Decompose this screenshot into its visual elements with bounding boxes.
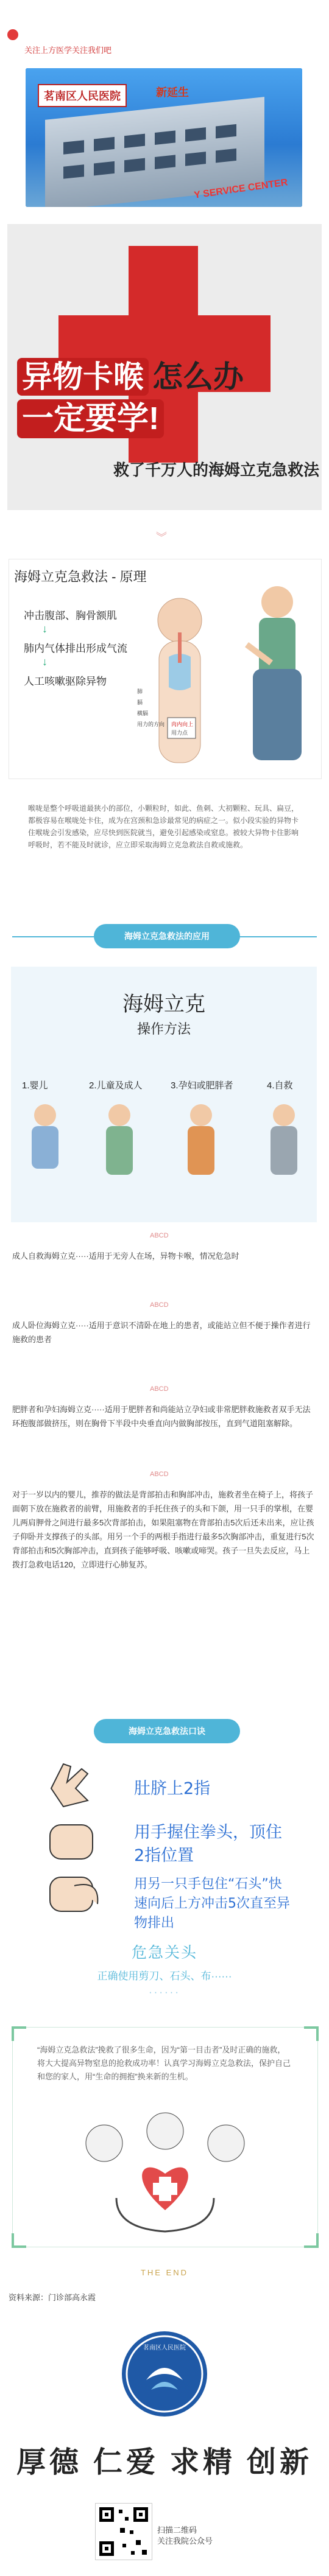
- ops-subtitle: 操作方法: [136, 1021, 191, 1037]
- section-header-application: 海姆立克急救法的应用: [94, 924, 240, 948]
- intro-paragraph: 喉咙是整个呼吸道最狭小的部位，小颗粒时，如此、鱼刺、大初颗粒、玩具、扁豆，都极容易在喉咙处卡住，成为在宫颈和急诊最常见的病症之一。似小段实验的异物卡住喉咙会引发感染，应尽快到医院就当，避免引起感染或窒息。被较大异物卡住影响呼吸时，若不能及时就诊，应立即采取海姆立克急救法自救或施救。: [28, 804, 299, 849]
- danger-line1: 正确使用剪刀、石头、布······: [97, 1970, 232, 1982]
- hand-icons: [39, 1758, 112, 1922]
- operation-methods-card: [11, 967, 317, 1222]
- closing-card: [12, 2027, 318, 2247]
- principle-title: 海姆立克急救法 - 原理: [14, 569, 147, 584]
- anatomy-label: 肉内向上: [171, 721, 194, 727]
- principle-step: 人工咳嗽驱除异物: [24, 676, 107, 687]
- qr-code[interactable]: [95, 2503, 152, 2560]
- banner-title-red: 异物卡喉: [17, 358, 149, 396]
- hand-gesture-illustrations: [39, 1754, 295, 1931]
- method-paragraph: 肥胖者和孕妇海姆立克·····适用于肥胖者和尚能站立孕妇或非常肥胖救施救者双手无法环抱腹部做挤压，则在胸骨下半段中央垂直向内做胸部按压，直到气道阻塞解除。: [12, 1405, 311, 1428]
- qr-caption-line: 关注我院公众号: [157, 2536, 213, 2546]
- anatomy-label: 用力点: [171, 730, 188, 736]
- banner-subtitle: 救了千万人的海姆立克急救法: [113, 461, 320, 479]
- header-dot: [7, 29, 18, 40]
- ops-option: 1.婴儿: [22, 1080, 48, 1091]
- hospital-emblem: [122, 2331, 207, 2417]
- principle-step: 冲击腹部、胸骨额肌: [24, 610, 117, 621]
- self-rescue-figure: [253, 1097, 314, 1182]
- ops-option: 3.孕妇或肥胖者: [171, 1080, 233, 1091]
- medical-hands-illustration: [80, 2107, 250, 2235]
- section-marker: ABCD: [150, 1471, 169, 1478]
- method-paragraph: 成人卧位海姆立克·····适用于意识不清卧在地上的患者，或能站立但不便于操作者进行施救的患者: [12, 1321, 311, 1344]
- method-paragraph: 成人自救海姆立克·····适用于无旁人在场，异物卡喉，情况危急时: [12, 1251, 239, 1261]
- anatomy-label: 膈: [137, 699, 143, 705]
- infant-figure: [15, 1097, 76, 1182]
- rescuer-illustration: [228, 578, 314, 772]
- qr-caption: [157, 2525, 213, 2547]
- hospital-logo-text: 茗南区人民医院: [38, 84, 127, 107]
- anatomy-label: 肺: [137, 688, 143, 695]
- mnemonic-line: 肚脐上2指: [134, 1779, 211, 1798]
- mnemonic-line: 用手握住拳头，顶住2指位置: [134, 1823, 282, 1865]
- banner-title-line2: 一定要学!: [17, 399, 164, 438]
- qr-caption-line: 扫描二维码: [157, 2525, 197, 2535]
- building-sign: Y SERVICE CENTER: [193, 177, 289, 201]
- closing-paragraph: “海姆立克急救法”挽救了很多生命，因为“第一目击者”及时正确的施救，将大大提高异物窒息的抢救成功率！认真学习海姆立克急救法，保护自己和您的家人，用“生命的拥抱”换来新的生机。: [37, 2045, 291, 2081]
- emblem-text: 茗南区人民医院: [143, 2345, 186, 2351]
- banner-title-suffix: 怎么办: [152, 360, 244, 394]
- section-marker: ABCD: [150, 1232, 169, 1239]
- chevron-down-icon: ︾: [156, 531, 167, 544]
- hospital-badge-text: 新延生: [156, 86, 189, 99]
- method-paragraph: 对于一岁以内的婴儿，推荐的做法是背部拍击和胸部冲击，施救者坐在椅子上，将孩子面朝下放在施救者的前臂，用施救者的手托住孩子的头和下颌，用一只手的掌根，在婴儿两肩胛骨之间进行最多5次背部拍击，如果阻塞物在背部拍击5次后还未出来，应让孩子仰卧并支撑孩子的头部。用另一个手的两根手指进行最多5次胸部冲击，重复进行5次背部拍击和5次胸部冲击，直到孩子能够呼吸、咳嗽或啼哭。孩子一旦失去反应，马上拨打急救电话120，立即进行心肺复苏。: [12, 1490, 314, 1569]
- principle-card: [9, 559, 322, 779]
- ops-title: 海姆立克: [122, 993, 205, 1016]
- anatomy-label: 用力的方向: [137, 721, 165, 727]
- hospital-motto: 厚德 仁爱 求精 创新: [16, 2446, 313, 2479]
- pregnant-figure: [171, 1097, 232, 1182]
- mnemonic-line: 用另一只手包住“石头”快速向后上方冲击5次直至异物排出: [134, 1877, 290, 1931]
- arrow-down-icon: ↓: [42, 623, 48, 635]
- ops-option: 2.儿童及成人: [89, 1080, 143, 1091]
- danger-block: [0, 1941, 329, 1998]
- arrow-down-icon: ↓: [42, 656, 48, 668]
- section-marker: ABCD: [150, 1301, 169, 1309]
- follow-note[interactable]: 关注上方医学关注我们吧: [24, 46, 112, 55]
- danger-title: 危急关头: [131, 1944, 197, 1961]
- principle-step: 肺内气体排出形成气流: [24, 643, 127, 654]
- anatomy-illustration: [131, 596, 228, 772]
- adult-figure: [89, 1097, 150, 1182]
- section-header-mnemonic: 海姆立克急救法口诀: [94, 1719, 240, 1743]
- anatomy-label: 横膈: [137, 710, 149, 716]
- ops-option: 4.自救: [267, 1080, 293, 1091]
- danger-line2: ······: [149, 1986, 180, 1998]
- hospital-photo: [26, 68, 302, 207]
- source-note: 资料来源：门诊部高永霞: [9, 2293, 96, 2302]
- section-marker: ABCD: [150, 1385, 169, 1393]
- the-end-label: THE END: [140, 2268, 189, 2277]
